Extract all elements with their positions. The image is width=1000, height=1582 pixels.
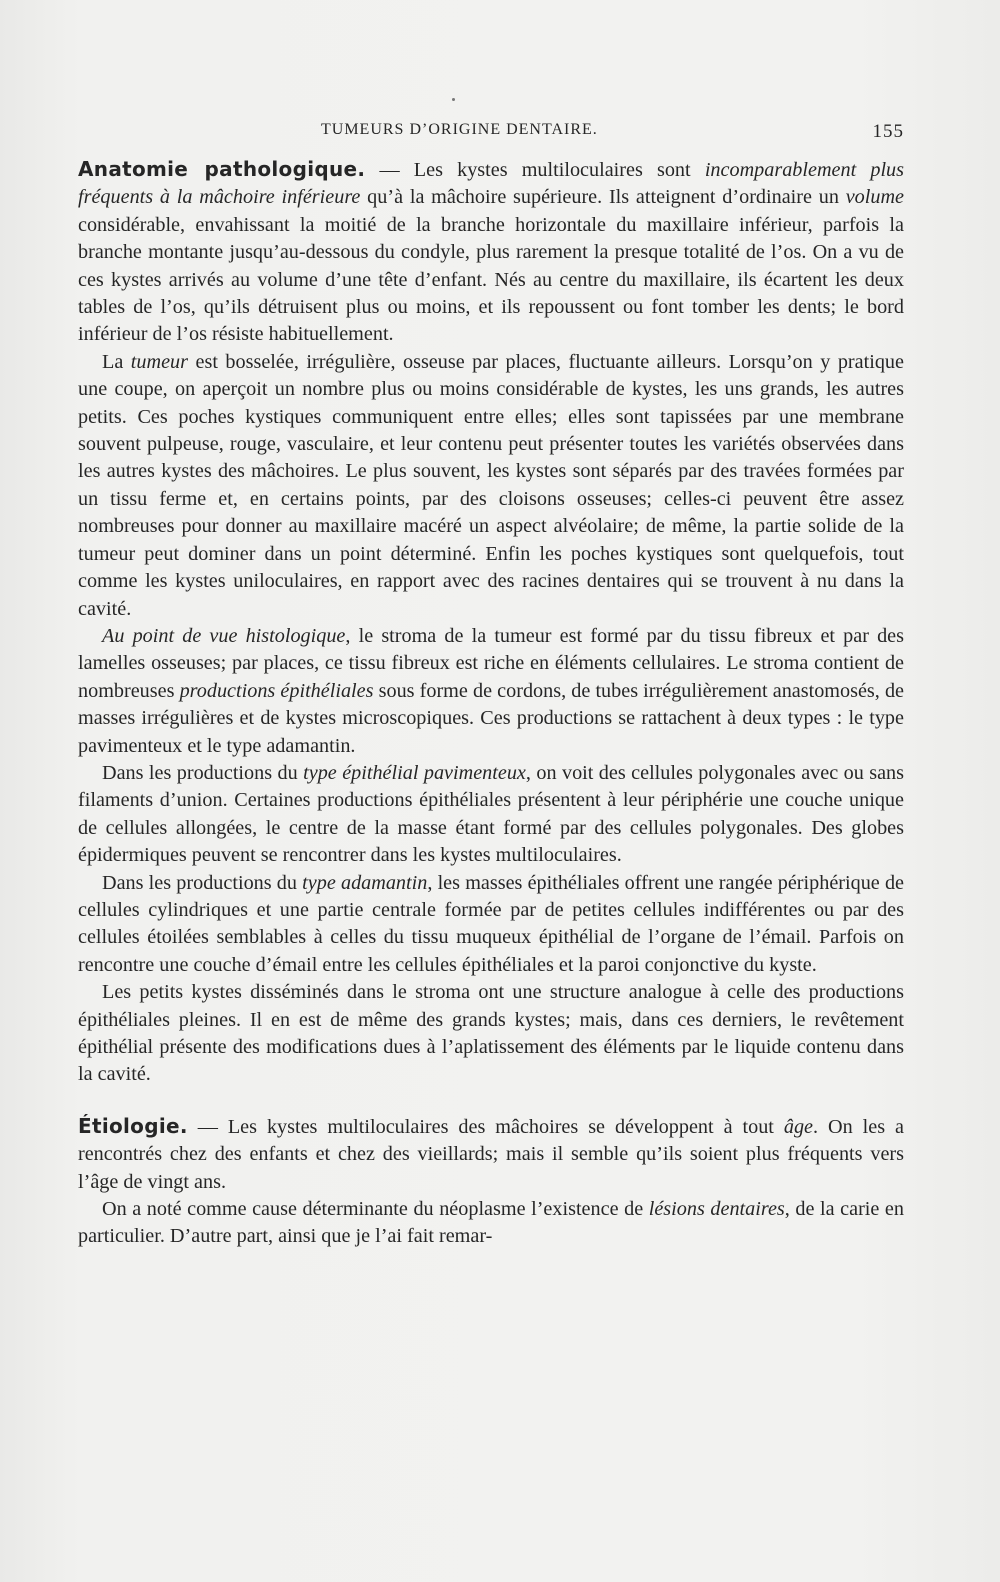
text-run: est bosselée, irrégulière, osseuse par places, fluctuante ailleurs. Lorsqu’on y pratique une coupe, on aperçoit un nombre plus ou moins considérable de kystes, les uns grands, les autres petits. Ces poches kystiques communiquent entre elles; elles sont tapissées par une membrane souvent pulpeuse, rouge, vasculaire, et leur contenu peut présenter toutes les variétés observées dans les autres kystes des mâchoires. Le plus souvent, les kystes sont séparés par des travées formées par un tissu ferme et, en certains points, par des cloisons osseuses; celles-ci peuvent être assez nombreuses pour donner au maxillaire macéré un aspect alvéolaire; de même, la partie solide de la tumeur peut dominer dans un point déterminé. Enfin les poches kystiques sont quelquefois, tout comme les kystes uniloculaires, en rapport avec des racines dentaires qui se trouvent à nu dans la cavité. bbox=[78, 350, 904, 620]
paragraph-cause bbox=[78, 1196, 904, 1251]
text-run: , les masses épithéliales offrent une rangée périphérique de cellules cylindriques et une partie centrale formée par de petites cellules indifférentes ou par des cellules étoilées semblables à celles du tissu muqueux épithélial de l’organe de l’émail. Parfois on rencontre une couche d’émail entre les cellules épithéliales et la paroi conjonctive du kyste. bbox=[78, 871, 904, 976]
emphasis-run: type adamantin bbox=[302, 871, 428, 894]
text-run: considérable, envahissant la moitié de la branche horizontale du maxillaire inférieur, parfois la branche montante jusqu’au-dessous du condyle, plus rarement la presque totalité de l’os. On a vu de ces kystes arrivés au volume d’une tête d’enfant. Nés au centre du maxillaire, ils écartent les deux tables de l’os, qu’ils détruisent plus ou moins, et ils repoussent ou font tomber les dents; le bord inférieur de l’os résiste habituellement. bbox=[78, 213, 904, 346]
page-header bbox=[78, 121, 904, 147]
paragraph-etiologie bbox=[78, 1113, 904, 1196]
text-run: — Les kystes multiloculaires sont bbox=[365, 159, 705, 181]
page-number: 155 bbox=[872, 121, 904, 142]
text-run: sous forme de cordons, de tubes irrégulièrement anastomosés, de masses irrégulières et de kystes microscopiques. Ces productions se rattachent à deux types : le type pavimenteux et le type adamantin. bbox=[78, 679, 905, 757]
text-run: qu’à la mâchoire supérieure. Ils atteignent d’ordinaire un bbox=[360, 186, 846, 209]
text-run: , le stroma de la tumeur est formé par du tissu fibreux et par des lamelles osseuses; par places, ce tissu fibreux est riche en éléments cellulaires. Le stroma contient de nombreuses bbox=[78, 624, 905, 702]
section-gap bbox=[78, 1089, 904, 1113]
emphasis-run: volume bbox=[845, 186, 905, 209]
paragraph-tumeur bbox=[78, 349, 904, 623]
emphasis-run: productions épithéliales bbox=[179, 679, 374, 702]
text-run: Dans les productions du bbox=[102, 871, 303, 894]
body-text bbox=[78, 156, 904, 1251]
text-run: Les petits kystes disséminés dans le stroma ont une structure analogue à celle des productions épithéliales pleines. Il en est de même des grands kystes; mais, dans ces derniers, le revêtement épithélial présente des modifications dues à l’aplatissement des éléments par le liquide contenu dans la cavité. bbox=[78, 981, 904, 1086]
paragraph-petits-kystes bbox=[78, 979, 904, 1089]
section-heading-anatomie: Anatomie pathologique. bbox=[78, 157, 366, 181]
emphasis-run: lésions dentaires bbox=[648, 1198, 785, 1221]
emphasis-run: Au point de vue histologique bbox=[102, 624, 346, 647]
text-run: Dans les productions du bbox=[102, 761, 304, 784]
text-run: , de la carie en particulier. D’autre part, ainsi que je l’ai fait remar- bbox=[78, 1198, 904, 1248]
text-run: La bbox=[102, 350, 131, 373]
emphasis-run: incomparablement plus fréquents à la mâchoire inférieure bbox=[78, 159, 904, 209]
emphasis-run: type épithélial pavimenteux bbox=[303, 761, 526, 784]
emphasis-run: tumeur bbox=[130, 350, 188, 373]
paragraph-anatomie bbox=[78, 156, 904, 349]
text-run: On a noté comme cause déterminante du néoplasme l’existence de bbox=[102, 1198, 649, 1221]
text-run: . On les a rencontrés chez des enfants et chez des vieillards; mais il semble qu’ils soient plus fréquents vers l’âge de vingt ans. bbox=[78, 1115, 904, 1193]
text-run: — Les kystes multiloculaires des mâchoires se développent à tout bbox=[187, 1115, 784, 1138]
paragraph-histologie bbox=[78, 623, 904, 760]
text-run: , on voit des cellules polygonales avec ou sans filaments d’union. Certaines productions épithéliales présentent à leur périphérie une couche unique de cellules allongées, le centre de la masse étant formé par des cellules polygonales. Des globes épidermiques peuvent se rencontrer dans les kystes multiloculaires. bbox=[78, 761, 905, 867]
paragraph-pavimenteux bbox=[78, 760, 904, 870]
paragraph-adamantin bbox=[78, 870, 904, 980]
section-heading-etiologie: Étiologie. bbox=[78, 1113, 188, 1138]
running-title: TUMEURS D’ORIGINE DENTAIRE. bbox=[321, 121, 598, 138]
emphasis-run: âge bbox=[783, 1115, 814, 1138]
speck-mark bbox=[452, 98, 455, 101]
